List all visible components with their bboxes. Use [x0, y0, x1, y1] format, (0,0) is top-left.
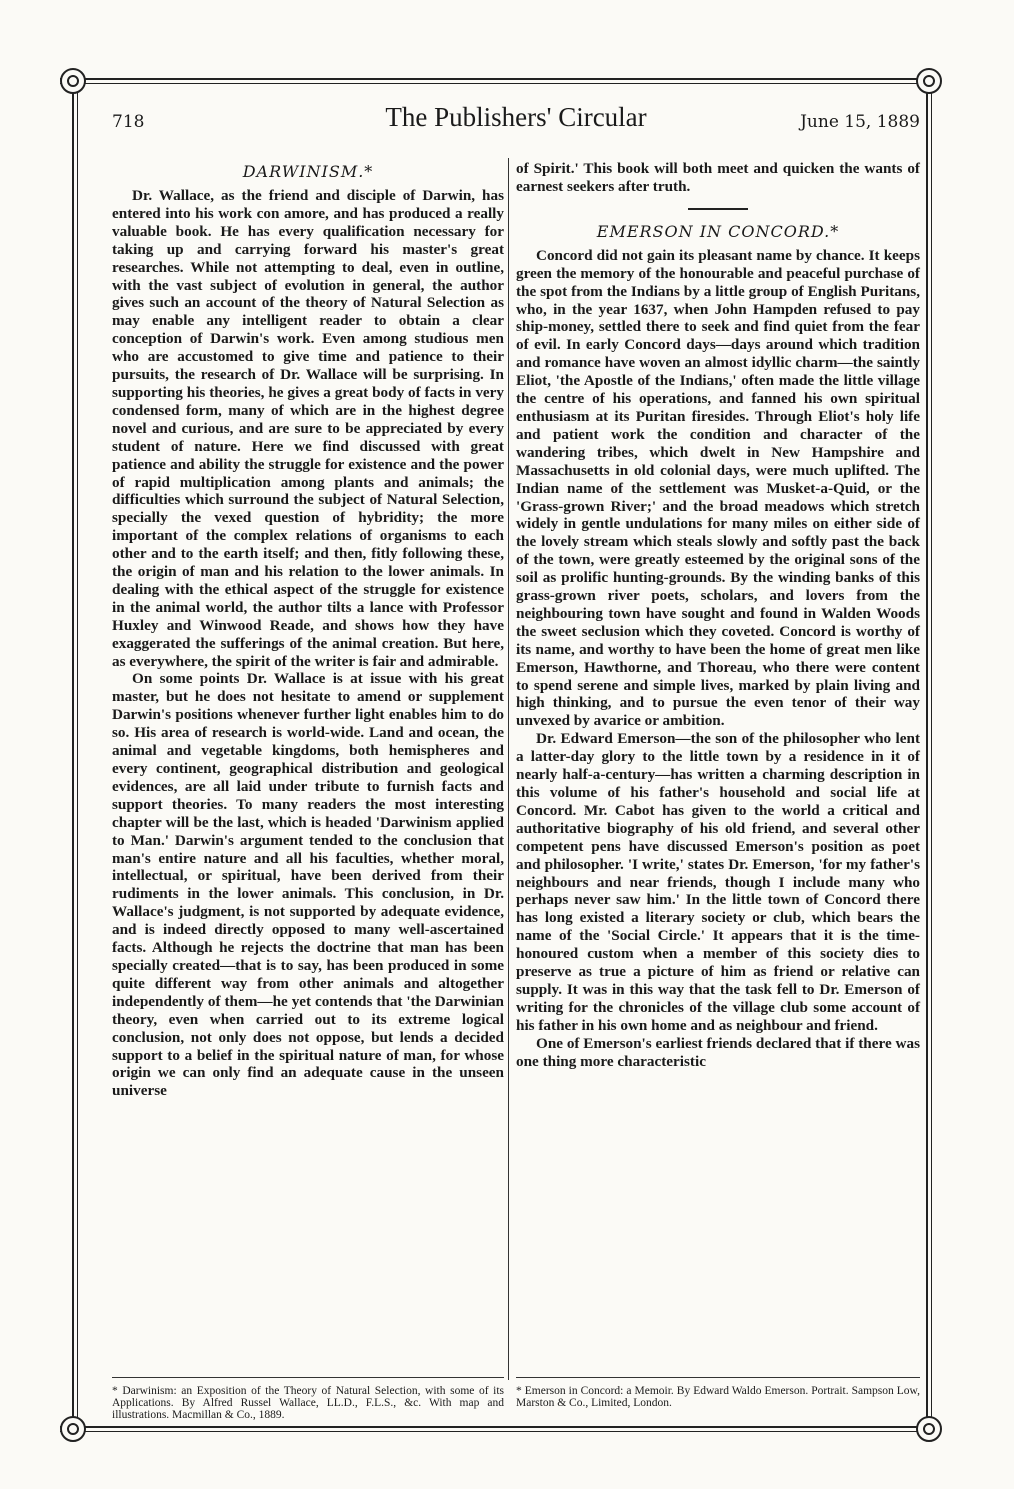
paragraph: of Spirit.' This book will both meet and quicken the wants of earnest seekers after truth. [516, 160, 920, 195]
footnote-rule [112, 1377, 504, 1378]
paragraph: One of Emerson's earliest friends declared that if there was one thing more characteristic [516, 1034, 920, 1070]
article-heading-emerson: EMERSON IN CONCORD.* [596, 221, 840, 241]
right-column [516, 160, 920, 1071]
left-column [112, 160, 504, 1100]
corner-ornament-icon [60, 1416, 86, 1442]
top-rule [60, 78, 940, 80]
corner-ornament-icon [60, 68, 86, 94]
corner-ornament-icon [916, 68, 942, 94]
article-heading-darwinism: DARWINISM.* [242, 162, 374, 181]
paragraph: On some points Dr. Wallace is at issue with his great master, but he does not hesitate to amend or supplement Darwin's positions whenever further light enables him to do so. His area of research is world-wide. Land and ocean, the animal and vegetable kingdoms, both hemispheres and every continent, geographical distribution and geological evidences, are all laid under tribute to furnish facts and support theories. To many readers the most interesting chapter will be the last, which is headed 'Darwinism applied to Man.' Darwin's argument tended to the conclusion that man's entire nature and all his faculties, whether moral, intellectual, or spiritual, have been derived from their rudiments in the lower animals. This conclusion, in Dr. Wallace's judgment, is not supported by adequate evidence, and is indeed directly opposed to many well-ascertained facts. Although he rejects the doctrine that man has been specially created—that is to say, has been produced in some quite different way from other animals and altogether independently of them—he yet contends that 'the Darwinian theory, even when carried out to its extreme logical conclusion, not only does not oppose, but lends a decided support to a belief in the spiritual nature of man, for whose origin we can only find an adequate cause in the unseen universe [112, 670, 504, 1100]
paragraph: Dr. Wallace, as the friend and disciple of Darwin, has entered into his work con amore, and has produced a really valuable book. He has every qualification necessary for taking up and carrying forward his master's great researches. While not attempting to deal, even in outline, with the vast subject of evolution in general, the author gives such an account of the theory of Natural Selection as may enable any intelligent reader to obtain a clear conception of Darwin's work. Even among studious men who are accustomed to give time and patience to their pursuits, the research of Dr. Wallace will be surprising. In supporting his theories, he gives a great body of facts in very condensed form, many of which are in the highest degree novel and curious, and are sure to be appreciated by every student of nature. Here we find discussed with great patience and ability the struggle for existence and the power of rapid multiplication among plants and animals; the difficulties which surround the subject of Natural Selection, specially the vexed question of hybridity; the more important of the complex relations of organisms to each other and to the earth itself; and then, fitly following these, the origin of man and his relation to the lower animals. In dealing with the ethical aspect of the struggle for existence in the animal world, the author tilts a lance with Professor Huxley and Winwood Reade, and shows how they have exaggerated the sufferings of the animal creation. But here, as everywhere, the spirit of the writer is fair and admirable. [112, 187, 504, 670]
corner-ornament-icon [916, 1416, 942, 1442]
footnote-rule [516, 1377, 920, 1378]
section-divider [688, 208, 748, 210]
issue-date: June 15, 1889 [800, 112, 920, 132]
publication-title: The Publishers' Circular [385, 102, 647, 132]
right-border-inner [931, 80, 932, 1426]
continuation-text [516, 160, 920, 196]
column-divider [508, 158, 509, 1380]
running-header [112, 104, 920, 140]
paragraph: Dr. Edward Emerson—the son of the philosopher who lent a latter-day glory to the little town by a residence in it of nearly half-a-century—has written a charming description in this volume of his father's household and social life at Concord. Mr. Cabot has given to the world a critical and authoritative biography of his old friend, and several other competent pens have discussed Emerson's position as poet and philosopher. 'I write,' states Dr. Emerson, 'for my father's neighbours and near friends, though I include many who perhaps never saw him.' In the little town of Concord there has long existed a literary society or club, which bears the name of the 'Social Circle.' It appears that it is the time-honoured custom when a member of this society dies to preserve as true a picture of him as friend or relative can supply. It was in this way that the task fell to Dr. Emerson of writing for the chronicles of the village club some account of his father in his own home and as neighbour and friend. [516, 730, 920, 1034]
page-number: 718 [112, 112, 145, 132]
left-border [72, 80, 74, 1426]
bottom-rule [60, 1426, 940, 1428]
footnote-emerson: * Emerson in Concord: a Memoir. By Edward Waldo Emerson. Portrait. Sampson Low, Marston & Co., Limited, London. [516, 1385, 920, 1409]
right-border [926, 80, 928, 1426]
bottom-rule-inner [60, 1431, 940, 1432]
footnote-darwinism: * Darwinism: an Exposition of the Theory of Natural Selection, with some of its Applications. By Alfred Russel Wallace, LL.D., F.L.S., &c. With map and illustrations. Macmillan & Co., 1889. [112, 1385, 504, 1421]
top-rule-inner [60, 83, 940, 84]
paragraph: Concord did not gain its pleasant name by chance. It keeps green the memory of the honourable and peaceful purchase of the spot from the Indians by a little group of English Puritans, who, in the year 1637, when John Hampden refused to pay ship-money, settled there to seek and find quiet from the fear of evil. In early Concord days—days around which tradition and romance have woven an almost idyllic charm—the saintly Eliot, 'the Apostle of the Indians,' often made the little village the centre of his operations, and fanned his own spiritual enthusiasm at its Puritan firesides. Through Eliot's holy life and patient work the condition and character of the wandering tribes, which dwelt in New Hampshire and Massachusetts in old colonial days, were much uplifted. The Indian name of the settlement was Musket-a-Quid, or the 'Grass-grown River;' and the broad meadows which stretch widely in gentle undulations for many miles on either side of the lovely stream which steals slowly and softly past the back of the town, were greatly esteemed by the original sons of the soil as prolific hunting-grounds. By the winding banks of this grass-grown river poets, scholars, and lovers from the neighbouring town have sought and found in Walden Woods the sweet seclusion which they coveted. Concord is worthy of its name, and worthy to have been the home of great men like Emerson, Hawthorne, and Thoreau, who there were content to spend serene and simple lives, marked by plain living and high thinking, and to pursue the even tenor of their way unvexed by avarice or ambition. [516, 246, 920, 730]
article-body-darwinism [112, 187, 504, 1100]
article-body-emerson [516, 247, 920, 1071]
left-border-inner [77, 80, 78, 1426]
